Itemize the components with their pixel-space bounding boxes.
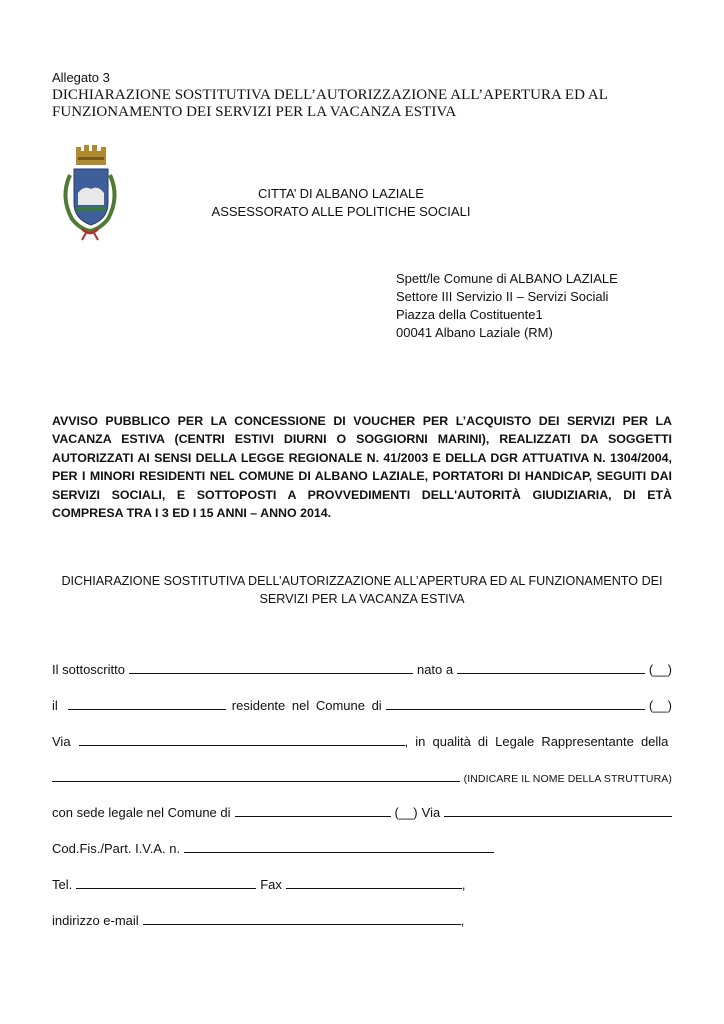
document-title-line2: FUNZIONAMENTO DEI SERVIZI PER LA VACANZA ESTIVA [52, 104, 457, 120]
comma: , [460, 913, 465, 928]
comma: , [461, 877, 466, 892]
label-tel: Tel. [52, 877, 73, 892]
address-line: Settore III Servizio II – Servizi Sociali [396, 289, 609, 304]
declaration-heading-line1: DICHIARAZIONE SOSTITUTIVA DELL’AUTORIZZAZIONE ALL’APERTURA ED AL FUNZIONAMENTO DEI [61, 574, 663, 588]
residence-city-field[interactable] [386, 696, 645, 710]
address-line: 00041 Albano Laziale (RM) [396, 325, 553, 340]
label-sede: con sede legale nel Comune di [52, 805, 231, 820]
form-row-sede [52, 803, 672, 821]
document-title-line1: DICHIARAZIONE SOSTITUTIVA DELL’AUTORIZZAZIONE ALL’APERTURA ED AL [52, 87, 609, 103]
label-fax: Fax [260, 877, 282, 892]
form-row-struttura [52, 768, 672, 786]
street-field[interactable] [79, 732, 405, 746]
label-sottoscritto: Il sottoscritto [52, 662, 125, 677]
recipient-address [396, 270, 618, 342]
label-codfis: Cod.Fis./Part. I.V.A. n. [52, 841, 181, 856]
residence-province-field[interactable]: (__) [648, 698, 672, 713]
birthplace-field[interactable] [457, 660, 645, 674]
label-nato-a: nato a [416, 662, 454, 677]
form-row-tel [52, 875, 672, 893]
structure-name-field[interactable] [52, 768, 460, 782]
declaration-heading-line2: SERVIZI PER LA VACANZA ESTIVA [259, 592, 465, 606]
form-row-sottoscritto [52, 660, 672, 678]
declaration-heading [52, 572, 672, 608]
email-field[interactable] [143, 911, 461, 925]
birth-province-field[interactable]: (__) [648, 662, 672, 677]
city-name: CITTA’ DI ALBANO LAZIALE [258, 186, 424, 201]
form-row-residenza [52, 696, 672, 714]
address-line: Spett/le Comune di ALBANO LAZIALE [396, 271, 618, 286]
tax-code-field[interactable] [184, 839, 494, 853]
municipal-crest-icon [56, 145, 124, 241]
structure-name-hint: (INDICARE IL NOME DELLA STRUTTURA) [463, 773, 672, 785]
label-sede-via: Via [421, 805, 441, 820]
fax-field[interactable] [286, 875, 462, 889]
name-field[interactable] [129, 660, 413, 674]
city-heading [160, 185, 522, 221]
birthdate-field[interactable] [68, 696, 226, 710]
label-residente: residente nel Comune di [231, 698, 382, 713]
allegato-label: Allegato 3 [52, 70, 110, 85]
office-province-field[interactable]: (__) [394, 805, 418, 820]
label-il: il [52, 698, 58, 713]
form-row-via [52, 732, 672, 750]
label-via: Via [52, 734, 71, 749]
form-row-codfis [52, 839, 672, 857]
form-row-email [52, 911, 672, 929]
address-line: Piazza della Costituente1 [396, 307, 543, 322]
office-city-field[interactable] [235, 803, 391, 817]
department-name: ASSESSORATO ALLE POLITICHE SOCIALI [211, 204, 471, 219]
office-street-field[interactable] [444, 803, 672, 817]
phone-field[interactable] [76, 875, 256, 889]
label-email: indirizzo e-mail [52, 913, 139, 928]
public-notice-text: AVVISO PUBBLICO PER LA CONCESSIONE DI VOUCHER PER L’ACQUISTO DEI SERVIZI PER LA VACANZA ESTIVA (CENTRI ESTIVI DIURNI O SOGGIORNI MARINI), REALIZZATI DA SOGGETTI AUTORIZZATI AI SENSI DELLA LEGGE REGIONALE N. 41/2003 E DELLA DGR ATTUATIVA N. 1304/2004, PER I MINORI RESIDENTI NEL COMUNE DI ALBANO LAZIALE, PORTATORI DI HANDICAP, SEGUITI DAI SERVIZI SOCIALI, E SOTTOPOSTI A PROVVEDIMENTI DELL'AUTORITÀ GIUDIZIARIA, DI ETÀ COMPRESA TRA I 3 ED I 15 ANNI – ANNO 2014. [52, 414, 672, 521]
label-qualita: , in qualità di Legale Rappresentante della [404, 734, 669, 749]
document-title [52, 87, 672, 121]
